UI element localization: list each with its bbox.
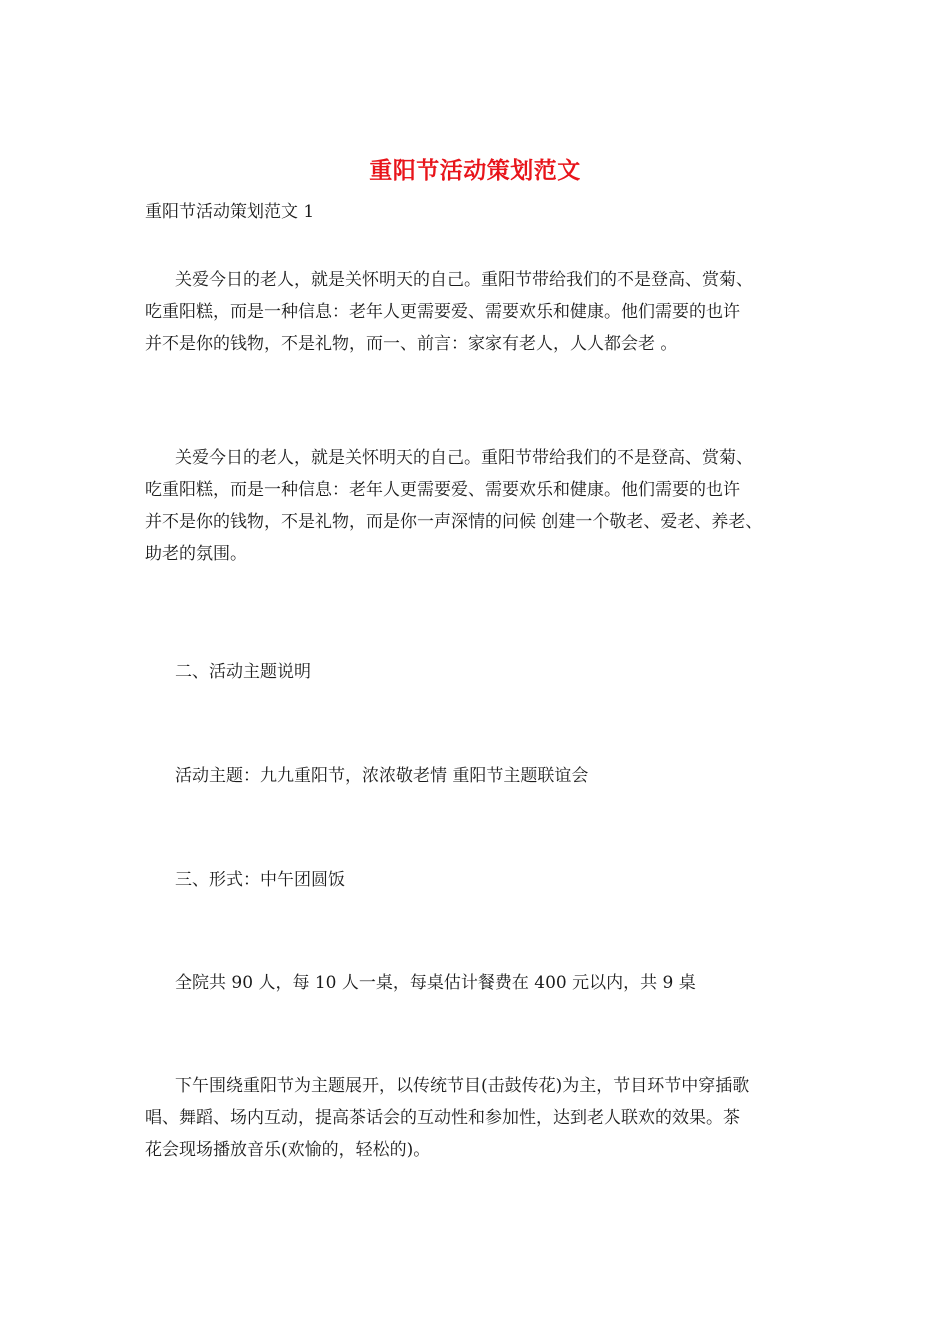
paragraph-line: 唱、舞蹈、场内互动，提高茶话会的互动性和参加性，达到老人联欢的效果。茶	[145, 1108, 740, 1128]
paragraph-line: 花会现场播放音乐(欢愉的，轻松的)。	[145, 1140, 431, 1160]
document-subtitle: 重阳节活动策划范文 1	[145, 202, 315, 222]
section-3-heading	[145, 864, 835, 896]
meal-text: 全院共 90 人，每 10 人一桌，每桌估计餐费在 400 元以内，共 9 桌	[175, 973, 696, 993]
meal-paragraph	[145, 967, 835, 999]
paragraph-line: 关爱今日的老人，就是关怀明天的自己。重阳节带给我们的不是登高、赏菊、	[175, 448, 753, 468]
theme-paragraph	[145, 760, 835, 792]
paragraph-line: 吃重阳糕，而是一种信息：老年人更需要爱、需要欢乐和健康。他们需要的也许	[145, 302, 740, 322]
paragraph-line: 吃重阳糕，而是一种信息：老年人更需要爱、需要欢乐和健康。他们需要的也许	[145, 480, 740, 500]
paragraph-line: 下午围绕重阳节为主题展开，以传统节目(击鼓传花)为主，节目环节中穿插歌	[175, 1076, 750, 1096]
theme-text: 活动主题：九九重阳节，浓浓敬老情 重阳节主题联谊会	[175, 766, 589, 786]
paragraph-line: 并不是你的钱物，不是礼物，而是你一声深情的问候 创建一个敬老、爱老、养老、	[145, 512, 763, 532]
paragraph-line: 助老的氛围。	[145, 544, 247, 564]
section-2-heading	[145, 656, 835, 688]
afternoon-paragraph	[145, 1070, 835, 1166]
paragraph-line: 关爱今日的老人，就是关怀明天的自己。重阳节带给我们的不是登高、赏菊、	[175, 270, 753, 290]
intro-paragraph-1	[145, 264, 835, 360]
document-title: 重阳节活动策划范文	[369, 157, 581, 184]
section-heading-text: 二、活动主题说明	[175, 662, 311, 682]
section-heading-text: 三、形式：中午团圆饭	[175, 870, 345, 890]
intro-paragraph-2	[145, 442, 835, 570]
paragraph-line: 并不是你的钱物，不是礼物，而一、前言：家家有老人，人人都会老 。	[145, 334, 678, 354]
